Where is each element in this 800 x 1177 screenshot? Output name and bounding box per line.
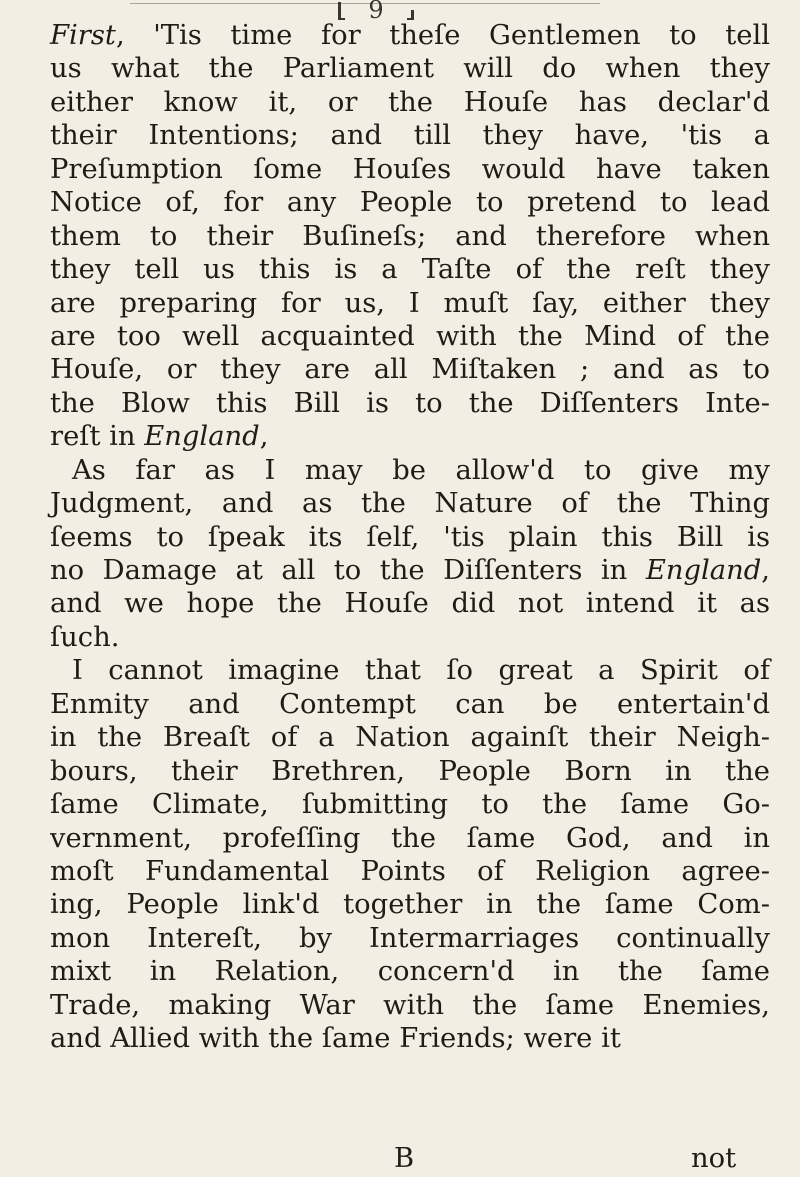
page-number: 9 <box>324 0 428 20</box>
text-line <box>50 420 770 453</box>
line-text: their Intentions; and till they have, 'tis a <box>50 120 770 152</box>
line-text: Houſe, or they are all Miſtaken ; and as to <box>50 354 770 386</box>
line-text: Trade, making War with the ſame Enemies, <box>50 989 770 1021</box>
text-line <box>50 755 770 788</box>
text-line <box>50 387 770 420</box>
text-line <box>50 454 770 487</box>
line-text: bours, their Brethren, People Born in the <box>50 755 770 787</box>
text-line <box>50 822 770 855</box>
line-text: moſt Fundamental Points of Religion agree- <box>50 855 770 887</box>
italic-word: First <box>50 20 116 51</box>
line-text: and we hope the Houſe did not intend it as <box>50 588 770 620</box>
line-text: Preſumption ſome Houſes would have taken <box>50 153 770 185</box>
text-line <box>50 253 770 286</box>
line-text: are preparing for us, I muſt ſay, either they <box>50 287 770 319</box>
line-text: Judgment, and as the Nature of the Thing <box>50 488 770 520</box>
line-text: and Allied with the ſame Friends; were it <box>50 1023 621 1055</box>
text-line <box>50 287 770 320</box>
text-line <box>50 220 770 253</box>
text-line <box>50 119 770 152</box>
italic-word: England <box>645 555 762 586</box>
text-line <box>50 186 770 219</box>
text-line <box>50 1022 770 1055</box>
text-line <box>50 721 770 754</box>
line-punctuation: , <box>761 555 770 586</box>
text-line <box>50 621 770 654</box>
text-line <box>50 688 770 721</box>
paragraph <box>50 654 770 1055</box>
text-line <box>50 86 770 119</box>
line-text: As far as I may be allow'd to give my <box>72 454 770 486</box>
paragraph <box>50 19 770 454</box>
line-text: I cannot imagine that ſo great a Spirit of <box>72 655 770 687</box>
line-text: the Blow this Bill is to the Diſſenters Inte- <box>50 387 770 419</box>
line-text: Notice of, for any People to pretend to lead <box>50 187 770 219</box>
page-footer <box>0 1144 800 1174</box>
text-line <box>50 554 770 587</box>
line-text: them to their Buſineſs; and therefore when <box>50 220 770 252</box>
line-text: vernment, profeſſing the ſame God, and in <box>50 822 770 854</box>
line-text: no Damage at all to the Diſſenters in <box>50 555 646 586</box>
line-text: ing, People link'd together in the ſame Com- <box>50 889 770 921</box>
line-text: either know it, or the Houſe has declar'd <box>50 86 770 118</box>
catchword: not <box>691 1143 737 1174</box>
paragraph <box>50 454 770 655</box>
line-text: are too well acquainted with the Mind of the <box>50 320 770 352</box>
italic-word: England <box>144 421 260 453</box>
text-line <box>50 521 770 554</box>
text-line <box>50 654 770 687</box>
line-text: ſame Climate, ſubmitting to the ſame Go- <box>50 789 770 821</box>
line-text: ſuch. <box>50 621 120 653</box>
line-punctuation: , <box>259 421 269 453</box>
line-text: mon Intereſt, by Intermarriages continually <box>50 922 770 954</box>
text-line <box>50 855 770 888</box>
text-line <box>50 587 770 620</box>
line-text: , 'Tis time for theſe Gentlemen to tell <box>115 20 770 51</box>
text-line <box>50 888 770 921</box>
text-line <box>50 922 770 955</box>
text-line <box>50 788 770 821</box>
text-line <box>50 989 770 1022</box>
text-line <box>50 52 770 85</box>
line-text: ſeems to ſpeak its ſelf, 'tis plain this Bill is <box>50 521 770 553</box>
text-line <box>50 153 770 186</box>
line-text: they tell us this is a Taſte of the reſt they <box>50 254 770 286</box>
text-line <box>50 487 770 520</box>
line-text: reſt in <box>50 421 145 453</box>
text-line <box>50 19 770 52</box>
line-text: us what the Parliament will do when they <box>50 53 770 85</box>
line-text: Enmity and Contempt can be entertain'd <box>50 688 770 720</box>
line-text: in the Breaſt of a Nation againſt their Neigh- <box>50 722 770 754</box>
text-line <box>50 955 770 988</box>
text-line <box>50 353 770 386</box>
line-text: mixt in Relation, concern'd in the ſame <box>50 956 770 988</box>
signature-mark: B <box>394 1143 415 1174</box>
body-text <box>50 19 770 1056</box>
text-line <box>50 320 770 353</box>
